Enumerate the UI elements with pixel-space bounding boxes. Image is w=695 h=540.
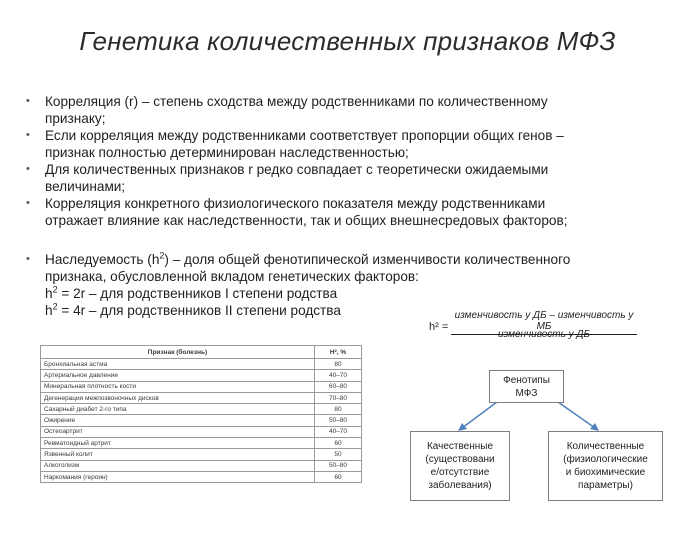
bullet-text: • Для количественных признаков r редко совпадает с теоретически ожидаемыми	[45, 162, 549, 177]
arrowhead-left	[458, 423, 467, 431]
bullet-text: • Корреляция конкретного физиологического показателя между родственниками	[45, 196, 546, 211]
diagram-quantitative-line: параметры)	[578, 480, 633, 491]
table-cell-trait: Артериальное давление	[41, 370, 315, 381]
slide-title: Генетика количественных признаков МФЗ	[79, 26, 616, 56]
table-header-value: H², %	[315, 346, 362, 359]
table-cell-value: 40–70	[315, 370, 362, 381]
heritability-text: Наследуемость (h	[45, 252, 160, 267]
table-cell-value: 60	[315, 438, 362, 449]
arrowhead-right	[590, 423, 599, 431]
table-cell-value: 80	[315, 404, 362, 415]
table-cell-trait: Язвенный колит	[41, 449, 315, 460]
table-cell-trait: Ожирение	[41, 415, 315, 426]
bullet-text: величинами;	[45, 179, 126, 194]
formula-text: h	[45, 303, 53, 318]
table-cell-value: 50	[315, 449, 362, 460]
bullet-text: признаку;	[45, 111, 106, 126]
superscript: 2	[159, 250, 165, 261]
table-cell-trait: Сахарный диабет 2-го типа	[41, 404, 315, 415]
bullet-text: • Корреляция (r) – степень сходства между родственниками по количественному	[45, 94, 548, 109]
formula-text: = 2r – для родственников I степени родства	[57, 286, 338, 301]
diagram-quantitative-line: Количественные	[566, 441, 645, 452]
table-cell-value: 50–80	[315, 415, 362, 426]
table-header-trait: Признак (болезнь)	[41, 346, 315, 359]
table-cell-trait: Ревматоидный артрит	[41, 438, 315, 449]
arrow-to-quantitative	[558, 402, 595, 428]
table-cell-trait: Наркомания (героин)	[41, 471, 315, 482]
arrow-to-qualitative	[462, 402, 497, 428]
diagram-quantitative-line: (физиологические	[563, 454, 648, 465]
diagram-root-line: Фенотипы	[503, 374, 550, 386]
table-cell-trait: Бронхиальная астма	[41, 359, 315, 370]
table-cell-value: 60–80	[315, 381, 362, 392]
heritability-text: признака, обусловленной вкладом генетических факторов:	[45, 269, 419, 284]
table-cell-value: 80	[315, 359, 362, 370]
table-cell-value: 70–80	[315, 392, 362, 403]
bullet-text: отражает влияние как наследственности, так и общих внешнесредовых факторов;	[45, 213, 568, 228]
heritability-text: ) – доля общей фенотипической изменчивости количественного	[164, 252, 571, 267]
diagram-quantitative-box	[548, 431, 663, 501]
diagram-qualitative-line: (существовани	[425, 454, 495, 465]
table-cell-trait: Алкоголизм	[41, 460, 315, 471]
table-cell-trait: Минеральная плотность кости	[41, 381, 315, 392]
bullet-text: признак полностью детерминирован наследственностью;	[45, 145, 409, 160]
diagram-qualitative-line: заболевания)	[428, 480, 492, 491]
formula-text: = 4r – для родственников II степени родства	[57, 303, 341, 318]
diagram-qualitative-line: Качественные	[426, 441, 494, 452]
formula-text: h	[45, 286, 53, 301]
table-cell-trait: Остеоартрит	[41, 426, 315, 437]
superscript: 2	[52, 301, 58, 312]
diagram-quantitative-line: и биохимические	[565, 467, 646, 478]
diagram-qualitative-box	[410, 431, 510, 501]
formula-lhs: h² =	[429, 321, 449, 333]
table-cell-value: 50–80	[315, 460, 362, 471]
table-cell-trait: Дегенерация межпозвоночных дисков	[41, 392, 315, 403]
formula-denominator: изменчивость у ДБ	[497, 329, 590, 340]
formula-numerator: изменчивость у ДБ – изменчивость у МБ	[451, 310, 637, 335]
table-cell-value: 60	[315, 471, 362, 482]
diagram-root-line: МФЗ	[515, 387, 538, 399]
diagram-root-box	[489, 370, 564, 403]
table-cell-value: 40–70	[315, 426, 362, 437]
diagram-qualitative-line: е/отсутствие	[430, 467, 490, 478]
superscript: 2	[52, 284, 58, 295]
bullet-text: • Если корреляция между родственниками соответствует пропорции общих генов –	[45, 128, 564, 143]
